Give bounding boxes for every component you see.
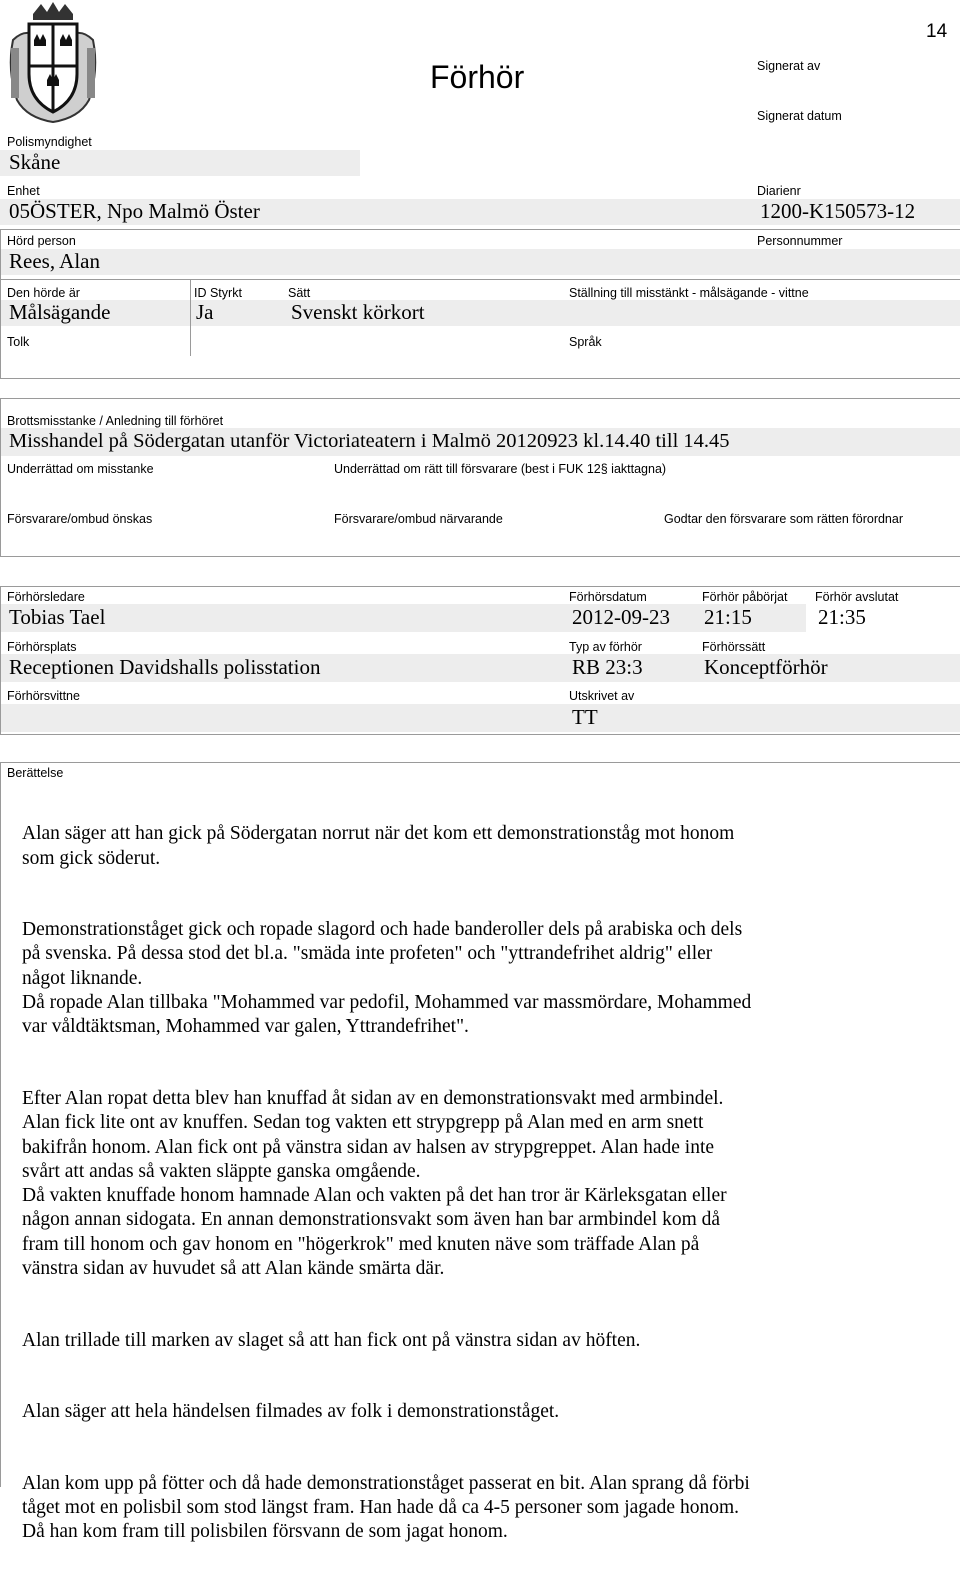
story-text <box>22 798 942 1592</box>
interview-end-label: Förhör avslutat <box>815 590 899 604</box>
signed-date-label: Signerat datum <box>757 109 842 123</box>
heard-as-label: Den hörde är <box>7 286 80 300</box>
interview-mode-value: Konceptförhör <box>704 655 828 679</box>
story-paragraph: Alan säger att han gick på Södergatan norrut när det kom ett demonstrationståg mot honom som gick söderut. <box>22 823 735 869</box>
heard-person-value: Rees, Alan <box>9 249 100 273</box>
interview-end-value: 21:35 <box>818 605 866 629</box>
transcribed-by-value: TT <box>572 705 598 729</box>
story-label: Berättelse <box>7 766 64 780</box>
interview-type-label: Typ av förhör <box>569 640 642 654</box>
counsel-present-label: Försvarare/ombud närvarande <box>334 512 503 526</box>
personal-number-label: Personnummer <box>757 234 843 248</box>
interview-date-value: 2012-09-23 <box>572 605 670 629</box>
id-verified-value: Ja <box>196 300 214 324</box>
signed-by-label: Signerat av <box>757 59 821 73</box>
interview-place-value: Receptionen Davidshalls polisstation <box>9 655 321 679</box>
interpreter-label: Tolk <box>7 335 30 349</box>
unit-label: Enhet <box>7 184 40 198</box>
crime-label: Brottsmisstanke / Anledning till förhöret <box>7 414 224 428</box>
notified-suspicion-label: Underrättad om misstanke <box>7 462 154 476</box>
language-label: Språk <box>569 335 602 349</box>
notified-counsel-label: Underrättad om rätt till försvarare (best i FUK 12§ iakttagna) <box>334 462 667 476</box>
unit-value: 05ÖSTER, Npo Malmö Öster <box>9 199 260 223</box>
interviewer-value: Tobias Tael <box>9 605 106 629</box>
interviewer-label: Förhörsledare <box>7 590 85 604</box>
crime-value: Misshandel på Södergatan utanför Victoriateatern i Malmö 20120923 kl.14.40 till 14.45 <box>9 430 730 452</box>
story-paragraph: Alan trillade till marken av slaget så att han fick ont på vänstra sidan av höften. <box>22 1329 641 1351</box>
story-paragraph: Alan säger att hela händelsen filmades av folk i demonstrationståget. <box>22 1401 560 1423</box>
interview-date-label: Förhörsdatum <box>569 590 647 604</box>
authority-value: Skåne <box>9 150 61 174</box>
interview-type-value: RB 23:3 <box>572 655 643 679</box>
interview-start-value: 21:15 <box>704 605 752 629</box>
page-number: 14 <box>926 21 948 42</box>
heard-person-label: Hörd person <box>7 234 76 248</box>
interview-start-label: Förhör påbörjat <box>702 590 788 604</box>
document-title: Förhör <box>430 59 525 95</box>
heard-as-value: Målsägande <box>9 300 111 324</box>
coat-of-arms-icon <box>3 0 103 125</box>
diary-value: 1200-K150573-12 <box>760 199 916 223</box>
story-paragraph: Demonstrationståget gick och ropade slagord och hade banderoller dels på arabiska och dels på svenska. På dessa stod det bl.a. "smäda inte profeten" och "yttrandefrihet aldrig" eller något liknande. Då ropade Alan tillbaka "Mohammed var pedofil, Mohammed var massmördare, Mohammed var våldtäktsman, Mohammed var galen, Yttrandefrihet". <box>22 919 752 1038</box>
method-value: Svenskt körkort <box>291 300 425 324</box>
interview-witness-label: Förhörsvittne <box>7 689 80 703</box>
story-paragraph: Alan kom upp på fötter och då hade demonstrationståget passerat en bit. Alan sprang då förbi tåget mot en polisbil som stod längst fram. Han hade då ca 4-5 personer som jagade honom. Då han kom fram till polisbilen försvann de som jagat honom. <box>22 1472 750 1543</box>
method-label: Sätt <box>288 286 311 300</box>
interview-mode-label: Förhörssätt <box>702 640 766 654</box>
interview-place-label: Förhörsplats <box>7 640 77 654</box>
position-label: Ställning till misstänkt - målsägande - vittne <box>569 286 809 300</box>
story-paragraph: Efter Alan ropat detta blev han knuffad åt sidan av en demonstrationsvakt med armbindel. Alan fick lite ont av knuffen. Sedan tog vakten ett strypgrepp på Alan med en arm snett bakifrån honom. Alan fick ont på vänstra sidan av halsen av strypgreppet. Alan hade inte svårt att andas så vakten släppte ganska omgående. Då vakten knuffade honom hamnade Alan och vakten på det han tror är Kärleksgatan eller någon annan sidogata. En annan demonstrationsvakt som även han bar armbindel kom då fram till honom och gav honom en "högerkrok" med knuten näve som träffade Alan på vänstra sidan av huvudet så att Alan kände smärta där. <box>22 1087 727 1280</box>
authority-label: Polismyndighet <box>7 135 92 149</box>
id-verified-label: ID Styrkt <box>194 286 242 300</box>
transcribed-by-label: Utskrivet av <box>569 689 635 703</box>
counsel-accepts-label: Godtar den försvarare som rätten förordnar <box>664 512 904 526</box>
diary-label: Diarienr <box>757 184 801 198</box>
counsel-wanted-label: Försvarare/ombud önskas <box>7 512 153 526</box>
